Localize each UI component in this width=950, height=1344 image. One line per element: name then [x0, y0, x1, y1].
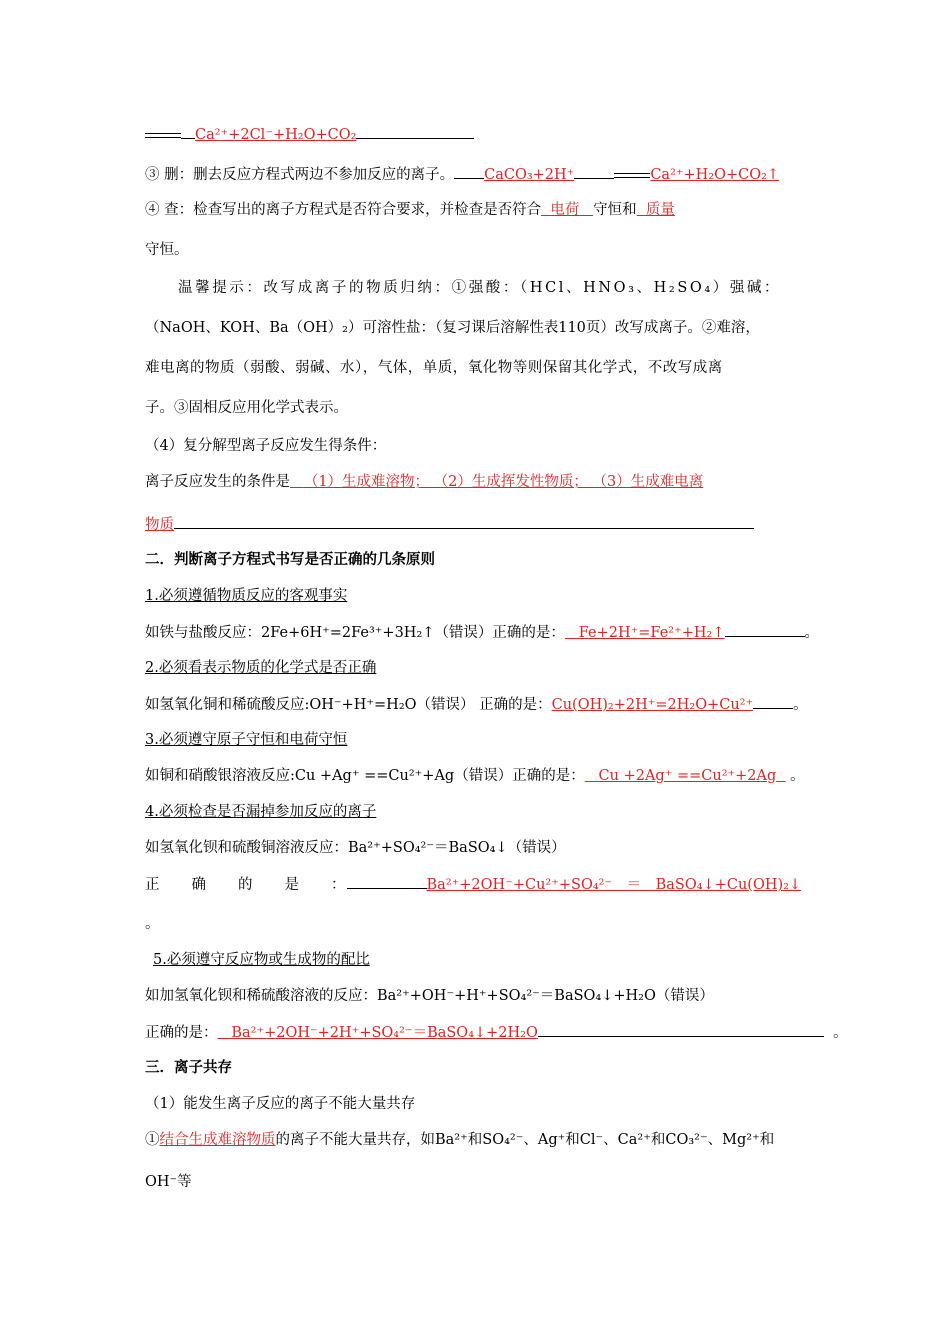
tip-line-4: 子。③固相反应用化学式表示。 — [145, 400, 348, 416]
step-delete: ③ 删：删去反应方程式两边不参加反应的离子。 CaCO₃+2H⁺ Ca²⁺+H₂O+CO₂↑ — [145, 164, 779, 185]
answer-text: （1）生成难溶物； （2）生成挥发性物质； （3）生成难电离 — [303, 474, 704, 490]
rule-3-example: 如铜和硝酸银溶液反应:Cu +Ag⁺ ==Cu²⁺+Ag（错误）正确的是： Cu +2Ag⁺ ==Cu²⁺+2Ag 。 — [145, 768, 805, 784]
answer-text: Fe+2H⁺=Fe²⁺+H₂↑ — [578, 625, 725, 641]
rule-5-title: 5.必须遵守反应物或生成物的配比 — [153, 952, 370, 968]
answer-text: Cu(OH)₂+2H⁺=2H₂O+Cu²⁺ — [551, 697, 754, 713]
equation-continuation — [145, 124, 474, 145]
section-3-paragraph-cont: OH⁻等 — [145, 1174, 192, 1190]
tip-line-1: 温馨提示：改写成离子的物质归纳：①强酸：（HCl、HNO₃、H₂SO₄）强碱： — [178, 280, 782, 296]
answer-text: 电荷 — [550, 202, 580, 218]
rule-4-title: 4.必须检查是否漏掉参加反应的离子 — [145, 804, 377, 820]
step-check: ④ 查：检查写出的离子方程式是否符合要求，并检查是否符合 电荷 守恒和 质量 — [145, 202, 675, 218]
answer-text: 质量 — [645, 202, 675, 218]
answer-text: 结合生成难溶物质 — [159, 1132, 276, 1148]
equals-sign — [614, 173, 650, 178]
rule-4-answer: 正 确 的 是 ： Ba²⁺+2OH⁻+Cu²⁺+SO₄²⁻ ＝ BaSO₄↓+Cu(OH)₂↓ — [145, 874, 801, 895]
rule-3-title: 3.必须遵守原子守恒和电荷守恒 — [145, 732, 348, 748]
rule-1-example: 如铁与盐酸反应：2Fe+6H⁺=2Fe³⁺+3H₂↑（错误）正确的是： Fe+2H⁺=Fe²⁺+H₂↑ 。 — [145, 622, 819, 643]
answer-text: 物质 — [145, 517, 174, 533]
answer-text: Ba²⁺+2OH⁻+2H⁺+SO₄²⁻＝BaSO₄↓+2H₂O — [231, 1025, 538, 1041]
answer-text: Cu +2Ag⁺ ==Cu²⁺+2Ag — [598, 768, 777, 784]
rule-4-example: 如氢氧化钡和硫酸铜溶液反应：Ba²⁺+SO₄²⁻＝BaSO₄↓（错误） — [145, 840, 566, 856]
section-3-paragraph: ①结合生成难溶物质的离子不能大量共存，如Ba²⁺和SO₄²⁻、Ag⁺和Cl⁻、Ca²⁺和CO₃²⁻、Mg²⁺和 — [145, 1132, 775, 1148]
section-3-title: 三．离子共存 — [145, 1060, 232, 1076]
rule-5-answer: 正确的是： Ba²⁺+2OH⁻+2H⁺+SO₄²⁻＝BaSO₄↓+2H₂O 。 — [145, 1022, 848, 1043]
tip-line-3: 难电离的物质（弱酸、弱碱、水），气体，单质，氧化物等则保留其化学式，不改写成离 — [145, 360, 723, 376]
equals-sign — [145, 133, 181, 138]
rule-2-example: 如氢氧化铜和稀硫酸反应:OH⁻+H⁺=H₂O（错误） 正确的是：Cu(OH)₂+2H⁺=2H₂O+Cu²⁺ 。 — [145, 694, 808, 715]
answer-text: Ca²⁺+H₂O+CO₂↑ — [650, 167, 780, 183]
section-3-subtitle: （1）能发生离子反应的离子不能大量共存 — [145, 1096, 416, 1112]
section-2-title: 二．判断离子方程式书写是否正确的几条原则 — [145, 552, 435, 568]
answer-text: CaCO₃+2H⁺ — [484, 167, 575, 183]
rule-5-example: 如加氢氧化钡和稀硫酸溶液的反应：Ba²⁺+OH⁻+H⁺+SO₄²⁻＝BaSO₄↓+H₂O（错误） — [145, 988, 714, 1004]
cond-line-2 — [145, 514, 754, 535]
cond-heading: （4）复分解型离子反应发生得条件： — [145, 438, 387, 454]
step-check-cont: 守恒。 — [145, 242, 189, 258]
answer-text: Ca²⁺+2Cl⁻+H₂O+CO₂ — [195, 127, 357, 143]
tip-line-2: （NaOH、KOH、Ba（OH）₂）可溶性盐：（复习课后溶解性表110页）改写成离子。②难溶， — [145, 320, 760, 336]
cond-line-1: 离子反应发生的条件是 （1）生成难溶物； （2）生成挥发性物质； （3）生成难电离 — [145, 474, 704, 490]
rule-4-end: 。 — [145, 916, 160, 932]
rule-1-title: 1.必须遵循物质反应的客观事实 — [145, 588, 348, 604]
answer-text: Ba²⁺+2OH⁻+Cu²⁺+SO₄²⁻ ＝ BaSO₄↓+Cu(OH)₂↓ — [426, 877, 802, 893]
rule-2-title: 2.必须看表示物质的化学式是否正确 — [145, 660, 377, 676]
